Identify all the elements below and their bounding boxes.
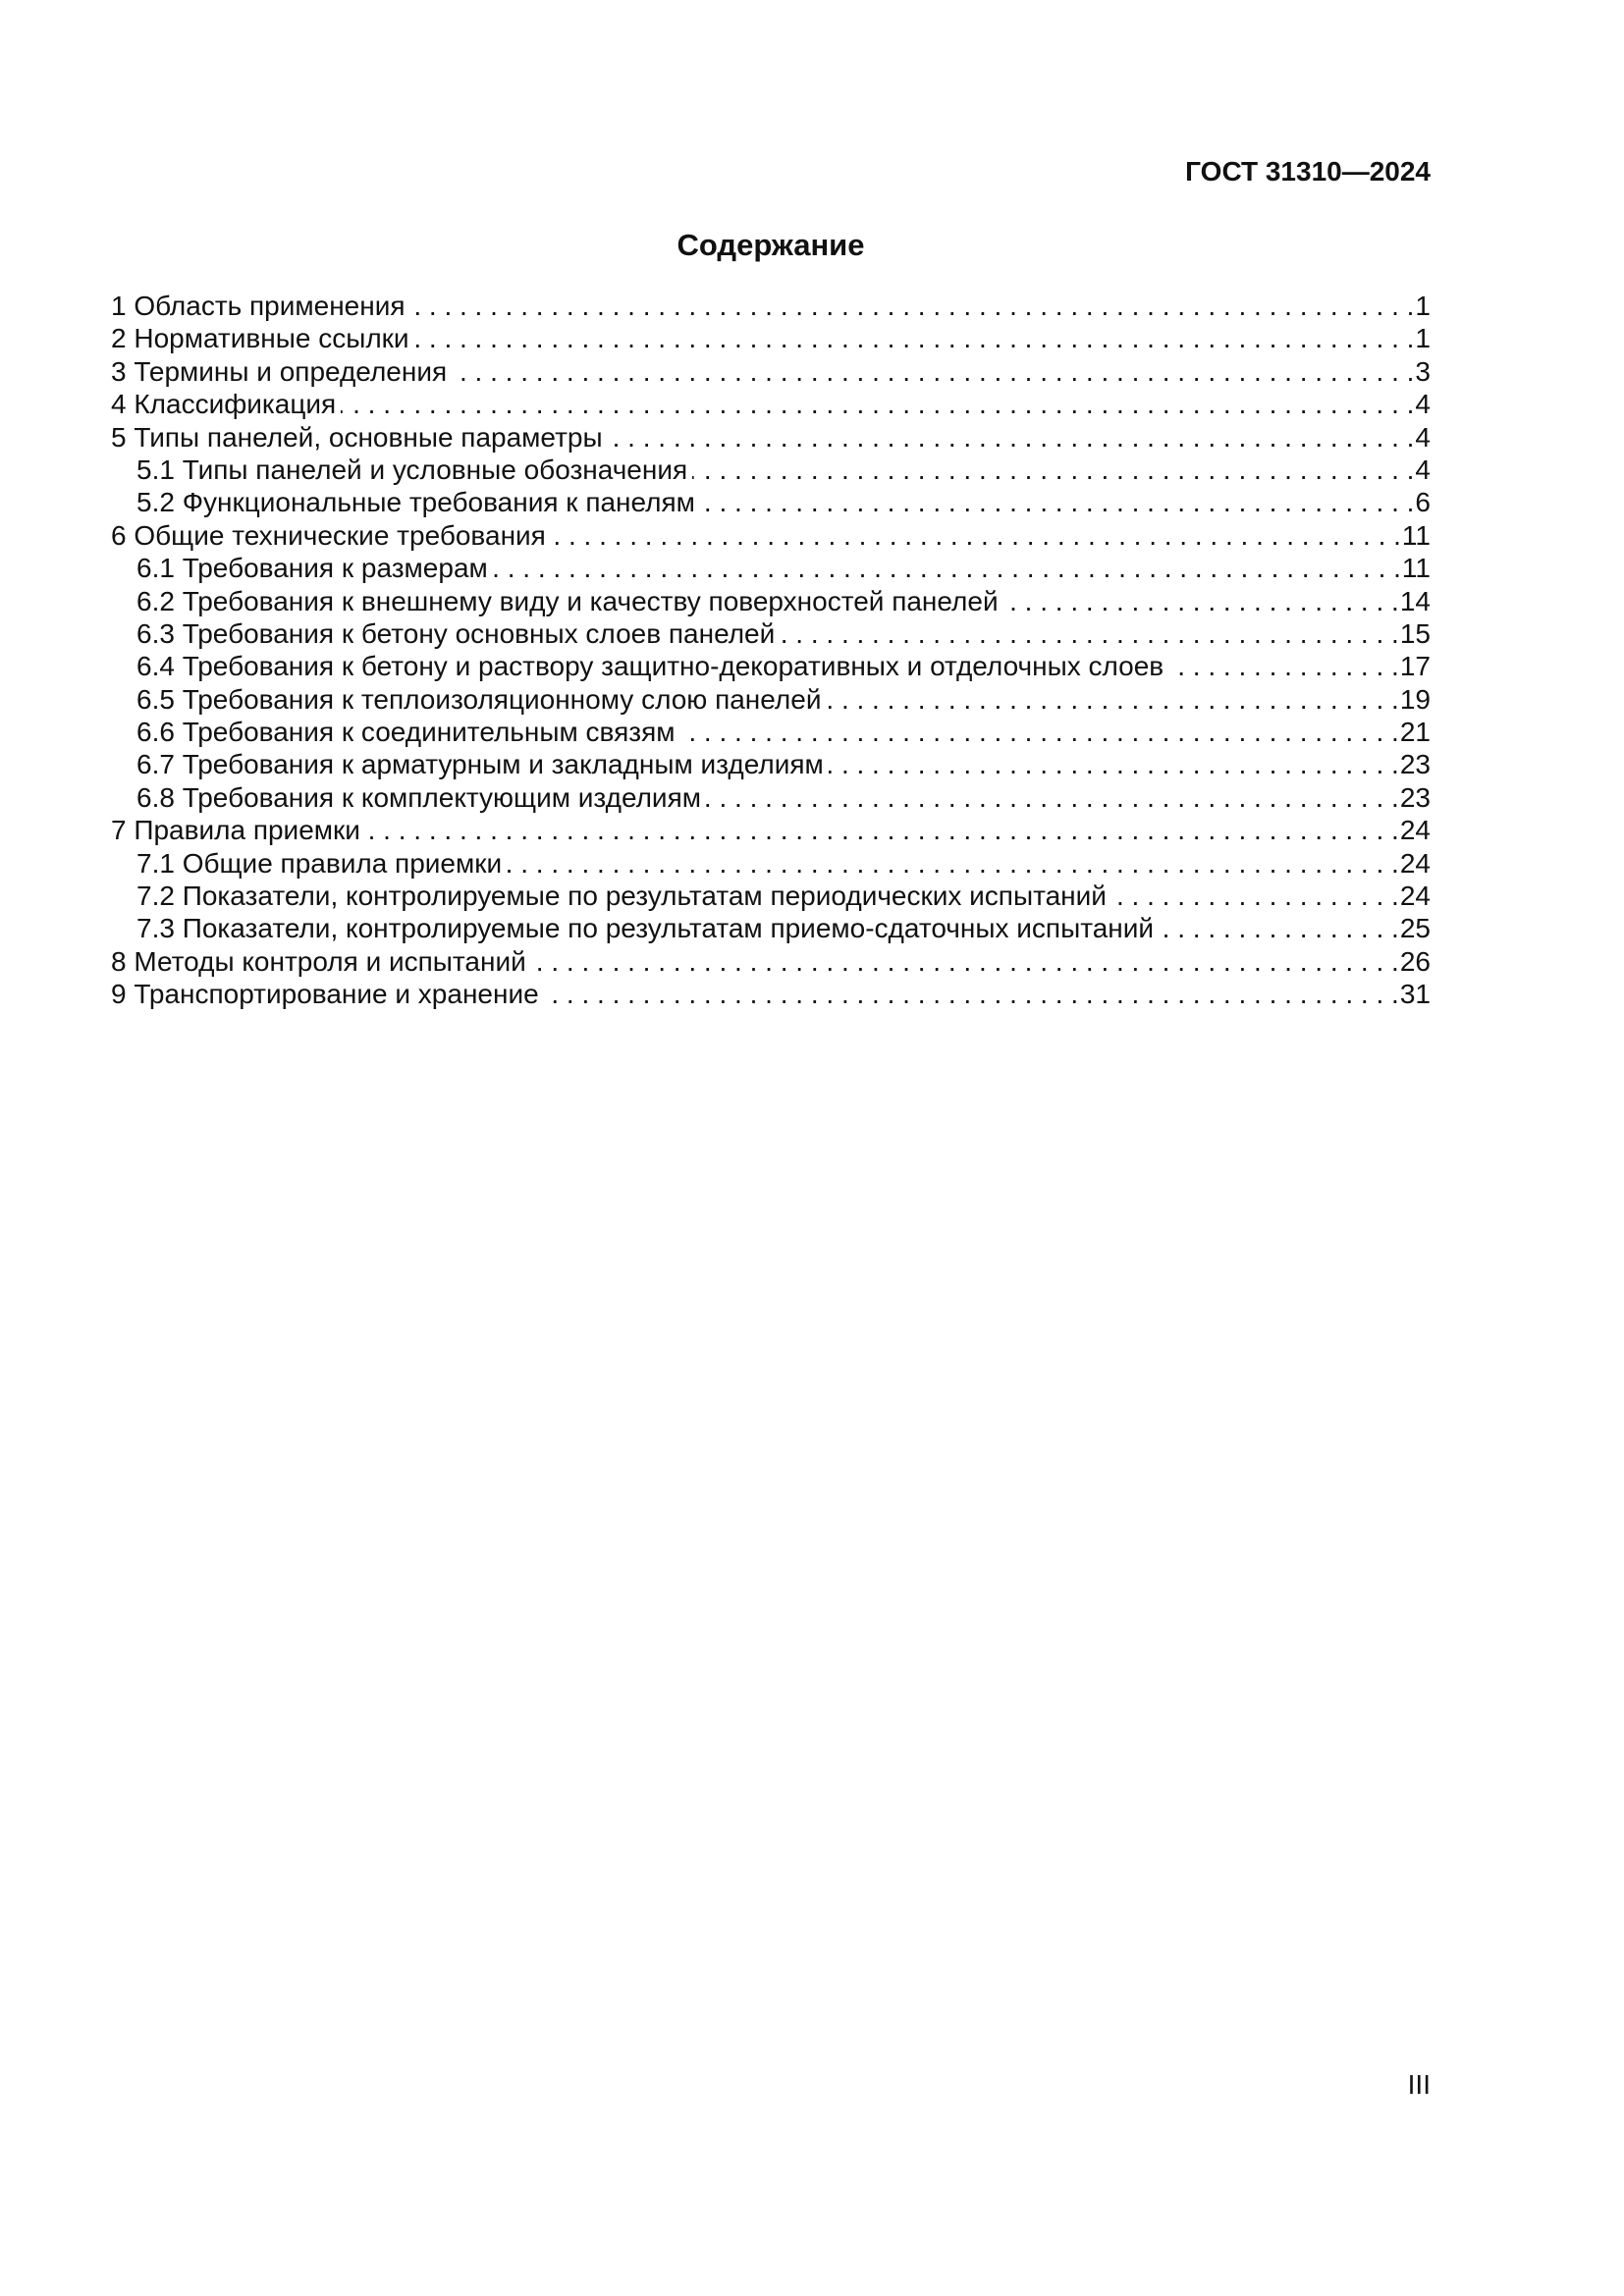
toc-entry — [111, 519, 1431, 552]
toc-entry — [111, 945, 1431, 978]
toc-entry-label: 7.2 Показатели, контролируемые по результатам периодических испытаний — [136, 881, 1107, 912]
toc-entry — [111, 650, 1431, 682]
toc-entry-page: 15 — [1399, 617, 1431, 649]
toc-entry-label: 2 Нормативные ссылки — [111, 323, 409, 354]
toc-entry — [111, 617, 1431, 650]
toc-dot-leader — [608, 421, 1415, 454]
toc-entry-label: 6.8 Требования к комплектующим изделиям — [136, 781, 701, 813]
toc-dot-leader — [679, 716, 1398, 748]
toc-entry — [111, 322, 1431, 354]
toc-entry-page: 19 — [1399, 683, 1431, 715]
toc-entry-page: 4 — [1415, 454, 1431, 485]
toc-entry-label: 6.6 Требования к соединительным связям — [136, 717, 676, 748]
toc-dot-leader — [531, 945, 1399, 978]
toc-entry — [111, 748, 1431, 780]
toc-entry-page: 21 — [1399, 717, 1431, 748]
toc-entry-label: 5.2 Функциональные требования к панелям — [136, 487, 695, 518]
toc-entry-page: 31 — [1399, 979, 1431, 1010]
toc-dot-leader — [1003, 585, 1399, 617]
toc-entry-label: 6.4 Требования к бетону и раствору защитно-декоративных и отделочных слоев — [136, 651, 1164, 682]
toc-entry-page: 24 — [1399, 881, 1431, 912]
toc-entry-page: 1 — [1415, 291, 1431, 321]
toc-dot-leader — [365, 814, 1399, 846]
toc-entry-label: 3 Термины и определения — [111, 355, 448, 387]
toc-entry-page: 23 — [1399, 781, 1431, 813]
toc-entry-page: 1 — [1415, 323, 1431, 354]
toc-entry-page: 14 — [1399, 585, 1431, 616]
toc-entry-page: 3 — [1415, 355, 1431, 387]
toc-dot-leader — [700, 486, 1415, 518]
toc-dot-leader — [414, 322, 1415, 354]
toc-entry-label: 6.3 Требования к бетону основных слоев панелей — [136, 617, 776, 649]
toc-entry-label: 5.1 Типы панелей и условные обозначения — [136, 454, 688, 485]
toc-entry-label: 6 Общие технические требования — [111, 519, 546, 551]
toc-dot-leader — [692, 454, 1414, 486]
toc-entry-page: 11 — [1401, 553, 1431, 584]
toc-entry-page: 23 — [1399, 749, 1431, 780]
toc-entry-label: 6.5 Требования к теплоизоляционному слою панелей — [136, 683, 822, 715]
toc-entry — [111, 978, 1431, 1010]
toc-entry — [111, 454, 1431, 486]
toc-entry-label: 7.1 Общие правила приемки — [136, 847, 503, 879]
toc-entry-label: 8 Методы контроля и испытаний — [111, 945, 526, 977]
toc-dot-leader — [544, 978, 1399, 1010]
toc-entry — [111, 585, 1431, 617]
toc-entry-label: 6.2 Требования к внешнему виду и качеству поверхностей панелей — [136, 585, 999, 616]
toc-entry-label: 6.7 Требования к арматурным и закладным изделиям — [136, 749, 824, 780]
toc-entry — [111, 912, 1431, 944]
page-footer — [111, 2068, 1431, 2102]
toc-dot-leader — [507, 847, 1399, 880]
toc-dot-leader — [826, 683, 1398, 716]
toc-dot-leader — [410, 290, 1415, 322]
page-number: III — [1407, 2069, 1431, 2100]
toc-entry-label: 7 Правила приемки — [111, 815, 360, 846]
toc-entry — [111, 486, 1431, 518]
toc-entry-label: 9 Транспортирование и хранение — [111, 979, 539, 1010]
toc-entry-page: 26 — [1399, 945, 1431, 977]
toc-dot-leader — [341, 388, 1414, 420]
toc-entry-label: 6.1 Требования к размерам — [136, 553, 488, 584]
toc-entry-page: 24 — [1399, 815, 1431, 846]
toc-dot-leader — [1168, 650, 1399, 682]
toc-entry — [111, 716, 1431, 748]
toc-entry-label: 5 Типы панелей, основные параметры — [111, 421, 603, 453]
toc-entry — [111, 847, 1431, 880]
toc-entry-page: 4 — [1415, 389, 1431, 420]
toc-entry — [111, 290, 1431, 322]
toc-entry-page: 25 — [1399, 913, 1431, 944]
toc-entry — [111, 421, 1431, 454]
toc-dot-leader — [493, 552, 1401, 584]
toc-dot-leader — [829, 748, 1399, 780]
toc-dot-leader — [1111, 880, 1399, 912]
toc-entry-page: 17 — [1399, 651, 1431, 682]
toc-entry-page: 11 — [1401, 519, 1431, 551]
toc-entry — [111, 388, 1431, 420]
toc-entry-label: 1 Область применения — [111, 291, 406, 321]
page-title: Содержание — [677, 228, 865, 262]
toc-entry — [111, 355, 1431, 388]
toc-dot-leader — [1159, 912, 1399, 944]
document-header — [111, 155, 1431, 188]
toc-entry-page: 6 — [1415, 487, 1431, 518]
toc-dot-leader — [706, 781, 1399, 814]
toc-entry-label: 4 Классификация — [111, 389, 337, 420]
toc-entry-label: 7.3 Показатели, контролируемые по результатам приемо-сдаточных испытаний — [136, 913, 1155, 944]
standard-number: ГОСТ 31310—2024 — [1185, 156, 1431, 187]
toc-entry — [111, 814, 1431, 846]
toc-entry — [111, 552, 1431, 584]
table-of-contents — [111, 290, 1431, 1011]
toc-entry — [111, 683, 1431, 716]
toc-dot-leader — [780, 617, 1399, 650]
toc-entry-page: 24 — [1399, 847, 1431, 879]
toc-entry-page: 4 — [1415, 421, 1431, 453]
toc-entry — [111, 880, 1431, 912]
toc-dot-leader — [551, 519, 1401, 552]
toc-entry — [111, 781, 1431, 814]
toc-dot-leader — [452, 355, 1414, 388]
